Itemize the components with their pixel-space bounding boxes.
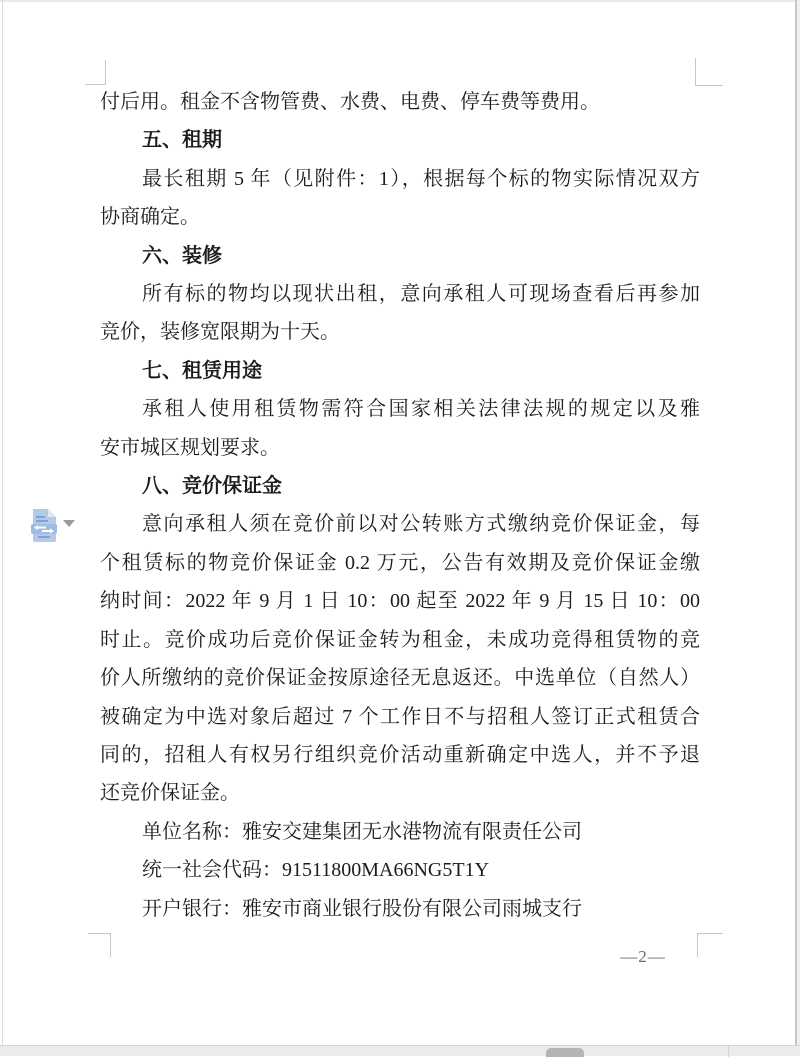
text-line[interactable]: 开户银行：雅安市商业银行股份有限公司雨城支行 <box>142 897 582 920</box>
text-line[interactable]: 时止。竞价成功后竞价保证金转为租金，未成功竞得租赁物的竞 <box>100 628 700 651</box>
chevron-down-icon[interactable] <box>63 520 75 527</box>
text-line[interactable]: 价人所缴纳的竞价保证金按原途径无息返还。中选单位（自然人） <box>100 667 700 690</box>
text-line[interactable]: 还竞价保证金。 <box>100 782 240 805</box>
text-line[interactable]: 承租人使用租赁物需符合国家相关法律法规的规定以及雅 <box>142 398 700 421</box>
text-line[interactable]: 付后用。租金不含物管费、水费、电费、停车费等费用。 <box>100 91 600 113</box>
text-line[interactable]: 意向承租人须在竞价前以对公转账方式缴纳竞价保证金，每 <box>142 513 700 536</box>
margin-crop-mark-bottom-right <box>697 933 723 957</box>
section-heading[interactable]: 六、装修 <box>142 244 222 267</box>
document-swap-icon <box>30 508 58 542</box>
scrollbar-divider <box>728 1046 729 1057</box>
section-heading[interactable]: 七、租赁用途 <box>142 359 262 382</box>
text-line[interactable]: 个租赁标的物竞价保证金 0.2 万元，公告有效期及竞价保证金缴 <box>100 551 700 574</box>
text-line[interactable]: 单位名称：雅安交建集团无水港物流有限责任公司 <box>142 820 582 843</box>
text-line[interactable]: 所有标的物均以现状出租，意向承租人可现场查看后再参加 <box>142 283 700 306</box>
document-text[interactable] <box>100 83 700 928</box>
margin-tool-button[interactable] <box>30 508 58 542</box>
text-line[interactable]: 安市城区规划要求。 <box>100 436 280 459</box>
section-heading[interactable]: 八、竞价保证金 <box>142 475 282 498</box>
margin-crop-mark-top-left <box>85 60 106 85</box>
text-line[interactable]: 最长租期 5 年（见附件：1），根据每个标的物实际情况双方 <box>142 167 700 190</box>
text-line[interactable]: 协商确定。 <box>100 206 200 229</box>
text-line[interactable]: 同的，招租人有权另行组织竞价活动重新确定中选人，并不予退 <box>100 743 700 766</box>
horizontal-scrollbar[interactable] <box>0 1045 800 1056</box>
margin-crop-mark-bottom-left <box>88 933 111 957</box>
text-line[interactable]: 竞价，装修宽限期为十天。 <box>100 321 340 344</box>
page-top-border <box>0 0 800 2</box>
page-number: —2— <box>620 947 666 966</box>
margin-crop-mark-top-right <box>695 58 723 86</box>
text-line[interactable]: 纳时间：2022 年 9 月 1 日 10：00 起至 2022 年 9 月 15 日 10：00 <box>100 590 700 613</box>
section-heading[interactable]: 五、租期 <box>142 129 222 152</box>
page-left-border <box>2 0 3 1045</box>
text-line[interactable]: 统一社会代码：91511800MA66NG5T1Y <box>142 859 490 882</box>
text-line[interactable]: 被确定为中选对象后超过 7 个工作日不与招租人签订正式租赁合 <box>100 705 700 728</box>
